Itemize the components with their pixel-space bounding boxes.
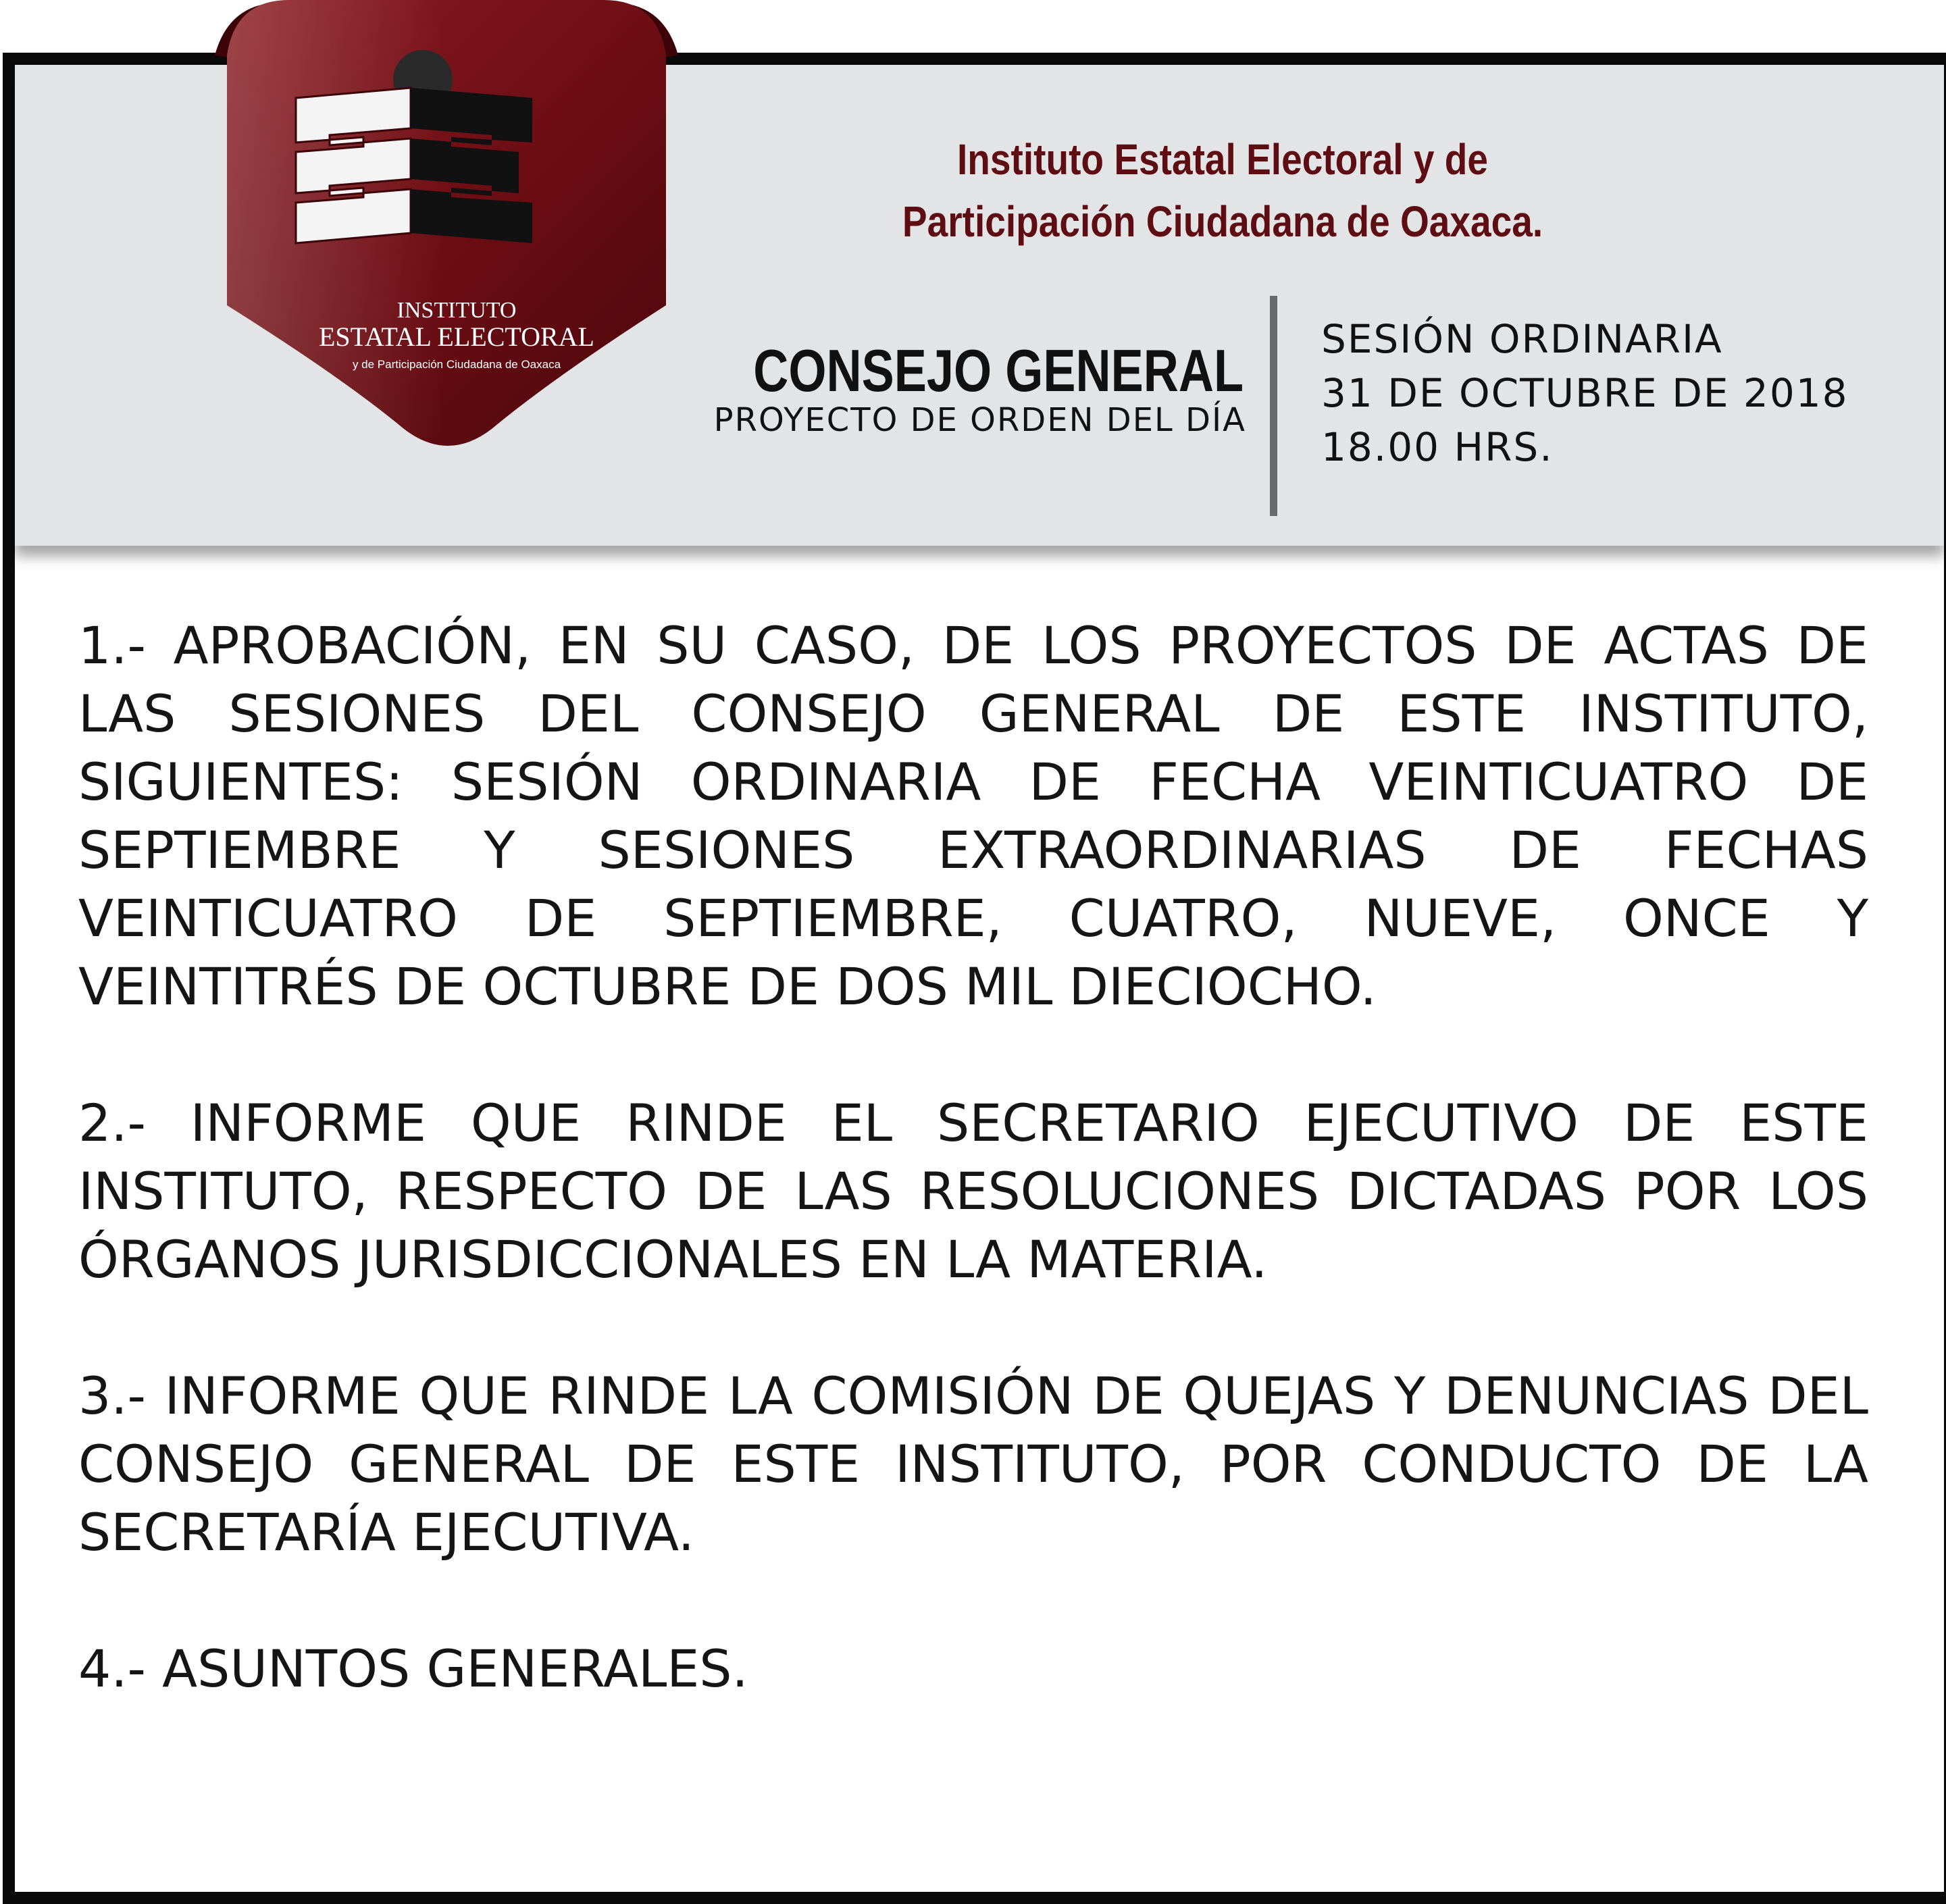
logo-line1: INSTITUTO <box>396 298 517 323</box>
session-info <box>1321 312 1849 474</box>
e-emblem-icon <box>296 88 411 243</box>
session-type: SESIÓN ORDINARIA <box>1321 316 1723 362</box>
logo-line3: y de Participación Ciudadana de Oaxaca <box>352 358 561 371</box>
agenda-item-2: 2.- INFORME QUE RINDE EL SECRETARIO EJECUTIVO DE ESTE INSTITUTO, RESPECTO DE LAS RESOLUCIONES DICTADAS POR LOS ÓRGANOS JURISDICCIONALES EN LA MATERIA. <box>78 1093 1868 1289</box>
agenda-list <box>78 611 1868 1771</box>
agenda-item-1: 1.- APROBACIÓN, EN SU CASO, DE LOS PROYECTOS DE ACTAS DE LAS SESIONES DEL CONSEJO GENERAL DE ESTE INSTITUTO, SIGUIENTES: SESIÓN ORDINARIA DE FECHA VEINTICUATRO DE SEPTIEMBRE Y SESIONES EXTRAORDINARIAS DE FECHAS VEINTICUATRO DE SEPTIEMBRE, CUATRO, NUEVE, ONCE Y VEINTITRÉS DE OCTUBRE DE DOS MIL DIECIOCHO. <box>78 615 1868 1017</box>
institute-logo-ribbon <box>215 0 678 453</box>
council-name: CONSEJO GENERAL <box>753 337 1244 404</box>
institute-title-line2: Participación Ciudadana de Oaxaca. <box>902 197 1543 246</box>
logo-line2: ESTATAL ELECTORAL <box>318 321 595 352</box>
institute-title <box>822 128 1624 253</box>
agenda-item-3: 3.- INFORME QUE RINDE LA COMISIÓN DE QUEJAS Y DENUNCIAS DEL CONSEJO GENERAL DE ESTE INSTITUTO, POR CONDUCTO DE LA SECRETARÍA EJECUTIVA. <box>78 1366 1868 1562</box>
session-date: 31 DE OCTUBRE DE 2018 <box>1321 370 1849 416</box>
institute-title-line1: Instituto Estatal Electoral y de <box>956 135 1489 184</box>
document-type: PROYECTO DE ORDEN DEL DÍA <box>713 401 1246 439</box>
agenda-item-4: 4.- ASUNTOS GENERALES. <box>78 1639 748 1699</box>
session-time: 18.00 HRS. <box>1321 424 1554 470</box>
header-divider <box>1270 296 1277 516</box>
